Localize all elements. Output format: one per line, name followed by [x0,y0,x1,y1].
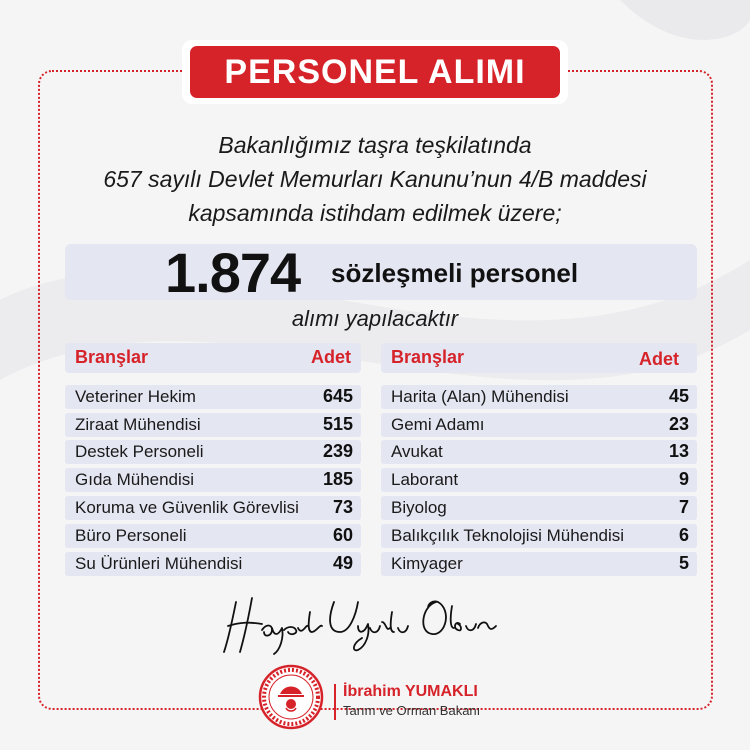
left-table-header [65,343,361,373]
left-table-row [65,385,361,409]
right-table-header [381,343,697,373]
intro-text [40,128,710,230]
right-table-row [381,552,697,576]
left-header-branch: Branşlar [75,347,149,367]
branch-count: 7 [678,497,689,517]
branch-name: Harita (Alan) Mühendisi [391,387,569,406]
total-number: 1.874 [165,241,301,304]
branch-name: Destek Personeli [75,442,204,461]
branch-name: Koruma ve Güvenlik Görevlisi [75,498,299,517]
right-table-row [381,496,697,520]
branch-name: Ziraat Mühendisi [75,415,201,434]
branch-name: Biyolog [391,498,447,517]
left-header-count: Adet [311,347,351,367]
right-table-row [381,440,697,464]
branch-name: Su Ürünleri Mühendisi [75,554,243,573]
branch-name: Avukat [391,442,443,461]
branch-count: 515 [322,414,353,434]
handwritten-signature [222,592,542,656]
branch-name: Büro Personeli [75,526,187,545]
minister-name: İbrahim YUMAKLI [343,683,478,700]
branch-name: Gıda Mühendisi [75,470,195,489]
branch-count: 73 [332,497,353,517]
right-table-row [381,468,697,492]
intro-line-2: 657 sayılı Devlet Memurları Kanunu’nun 4/B maddesi [103,166,647,192]
ministry-seal-logo [258,664,324,730]
right-header-branch: Branşlar [391,347,465,367]
branch-count: 645 [322,386,353,406]
branch-count: 45 [668,386,689,406]
left-table-row [65,552,361,576]
intro-line-3: kapsamında istihdam edilmek üzere; [188,200,562,226]
left-table-row [65,413,361,437]
branch-count: 60 [332,525,353,545]
right-table-row [381,385,697,409]
intro-line-1: Bakanlığımız taşra teşkilatında [218,132,532,158]
name-divider [334,684,336,720]
branch-name: Kimyager [391,554,463,573]
minister-title: Tarım ve Orman Bakanı [343,703,481,718]
branch-count: 23 [668,414,689,434]
branch-name: Laborant [391,470,459,489]
page-title: PERSONEL ALIMI [190,46,560,98]
branch-count: 239 [322,441,353,461]
branch-count: 6 [678,525,689,545]
left-table-row [65,440,361,464]
right-header-count: Adet [639,349,679,369]
branch-count: 13 [668,441,689,461]
left-table-row [65,496,361,520]
branch-name: Veteriner Hekim [75,387,196,406]
branch-count: 9 [678,469,689,489]
branch-count: 5 [678,553,689,573]
branch-name: Balıkçılık Teknolojisi Mühendisi [391,526,625,545]
left-table-row [65,468,361,492]
right-table-row [381,524,697,548]
branch-name: Gemi Adamı [391,415,485,434]
branch-count: 185 [322,469,353,489]
total-label: sözleşmeli personel [331,258,579,288]
left-table-row [65,524,361,548]
right-table-row [381,413,697,437]
branch-count: 49 [332,553,353,573]
total-sub-label: alımı yapılacaktır [291,306,459,331]
